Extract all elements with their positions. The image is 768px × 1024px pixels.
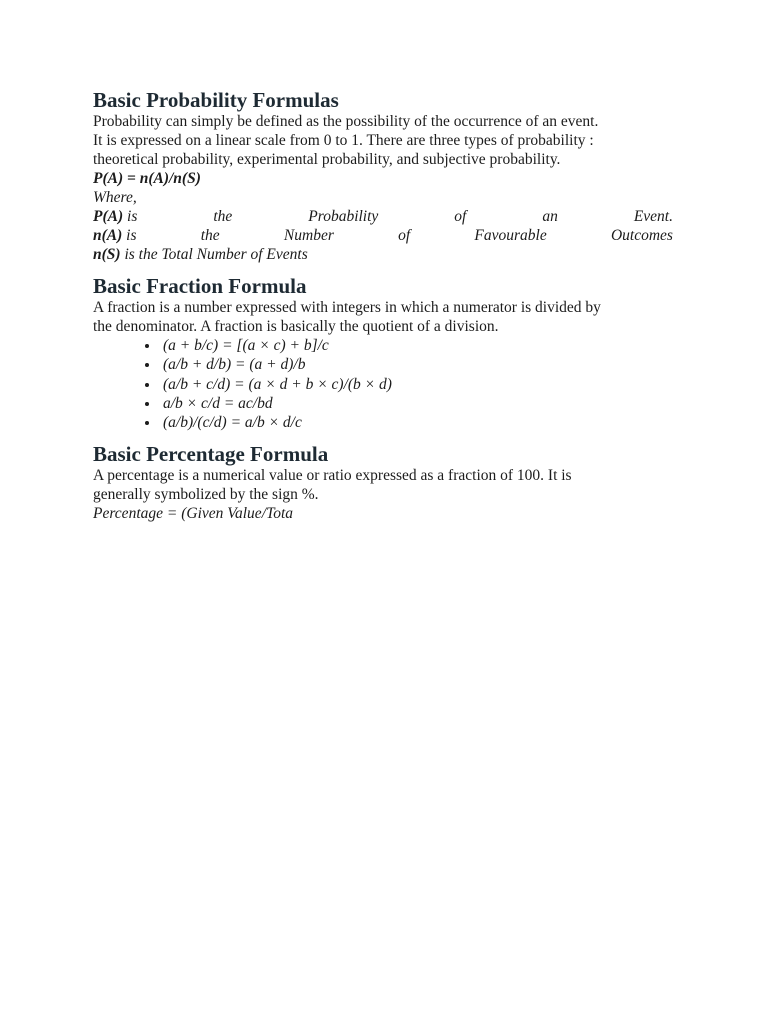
list-item: (a/b + c/d) = (a × d + b × c)/(b × d) [145,375,673,394]
definition-word: of [398,227,411,244]
fraction-intro-line: A fraction is a number expressed with integers in which a numerator is divided by [93,299,601,316]
term-pa: P(A) [93,208,124,225]
term-ns: n(S) [93,246,121,263]
list-item: (a/b)/(c/d) = a/b × d/c [145,413,673,432]
definition-word: of [454,208,467,225]
probability-intro-line: Probability can simply be defined as the possibility of the occurrence of an event. [93,113,599,130]
fraction-heading: Basic Fraction Formula [93,274,307,298]
list-item: a/b × c/d = ac/bd [145,394,673,413]
percentage-section [93,442,673,523]
definition-word: the [213,208,233,225]
list-item: (a + b/c) = [(a × c) + b]/c [145,336,673,355]
percentage-intro-line: A percentage is a numerical value or ratio expressed as a fraction of 100. It is [93,467,572,485]
probability-intro-line: theoretical probability, experimental probability, and subjective probability. [93,151,561,168]
definition-word: the [200,227,220,244]
definition-word: an [542,208,558,225]
percentage-formula: Percentage = (Given Value/Tota [93,505,294,523]
percentage-intro-line: generally symbolized by the sign %. [93,486,319,504]
where-label: Where, [93,189,137,206]
definition-favourable-outcomes: n(A) is the Number of Favourable Outcomes [93,227,673,244]
term-na: n(A) [93,227,123,244]
document-content [93,88,673,523]
fraction-section [93,274,673,432]
fraction-formula-list [93,336,673,432]
percentage-heading: Basic Percentage Formula [93,442,329,467]
definition-word: Event. [633,208,673,225]
probability-formula: P(A) = n(A)/n(S) [93,170,201,187]
probability-section [93,88,673,264]
probability-intro-line: It is expressed on a linear scale from 0 to 1. There are three types of probability : [93,132,594,149]
definition-word: Number [283,227,334,244]
probability-heading: Basic Probability Formulas [93,88,339,112]
definition-word: Probability [308,208,379,225]
definition-word: Favourable [474,227,547,244]
definition-word: Outcomes [610,227,673,244]
definition-probability-of-event: P(A) is the Probability of an Event. [93,208,673,225]
definition-total-events: n(S) is the Total Number of Events [93,246,308,263]
fraction-intro-line: the denominator. A fraction is basically the quotient of a division. [93,318,499,335]
list-item: (a/b + d/b) = (a + d)/b [145,355,673,374]
